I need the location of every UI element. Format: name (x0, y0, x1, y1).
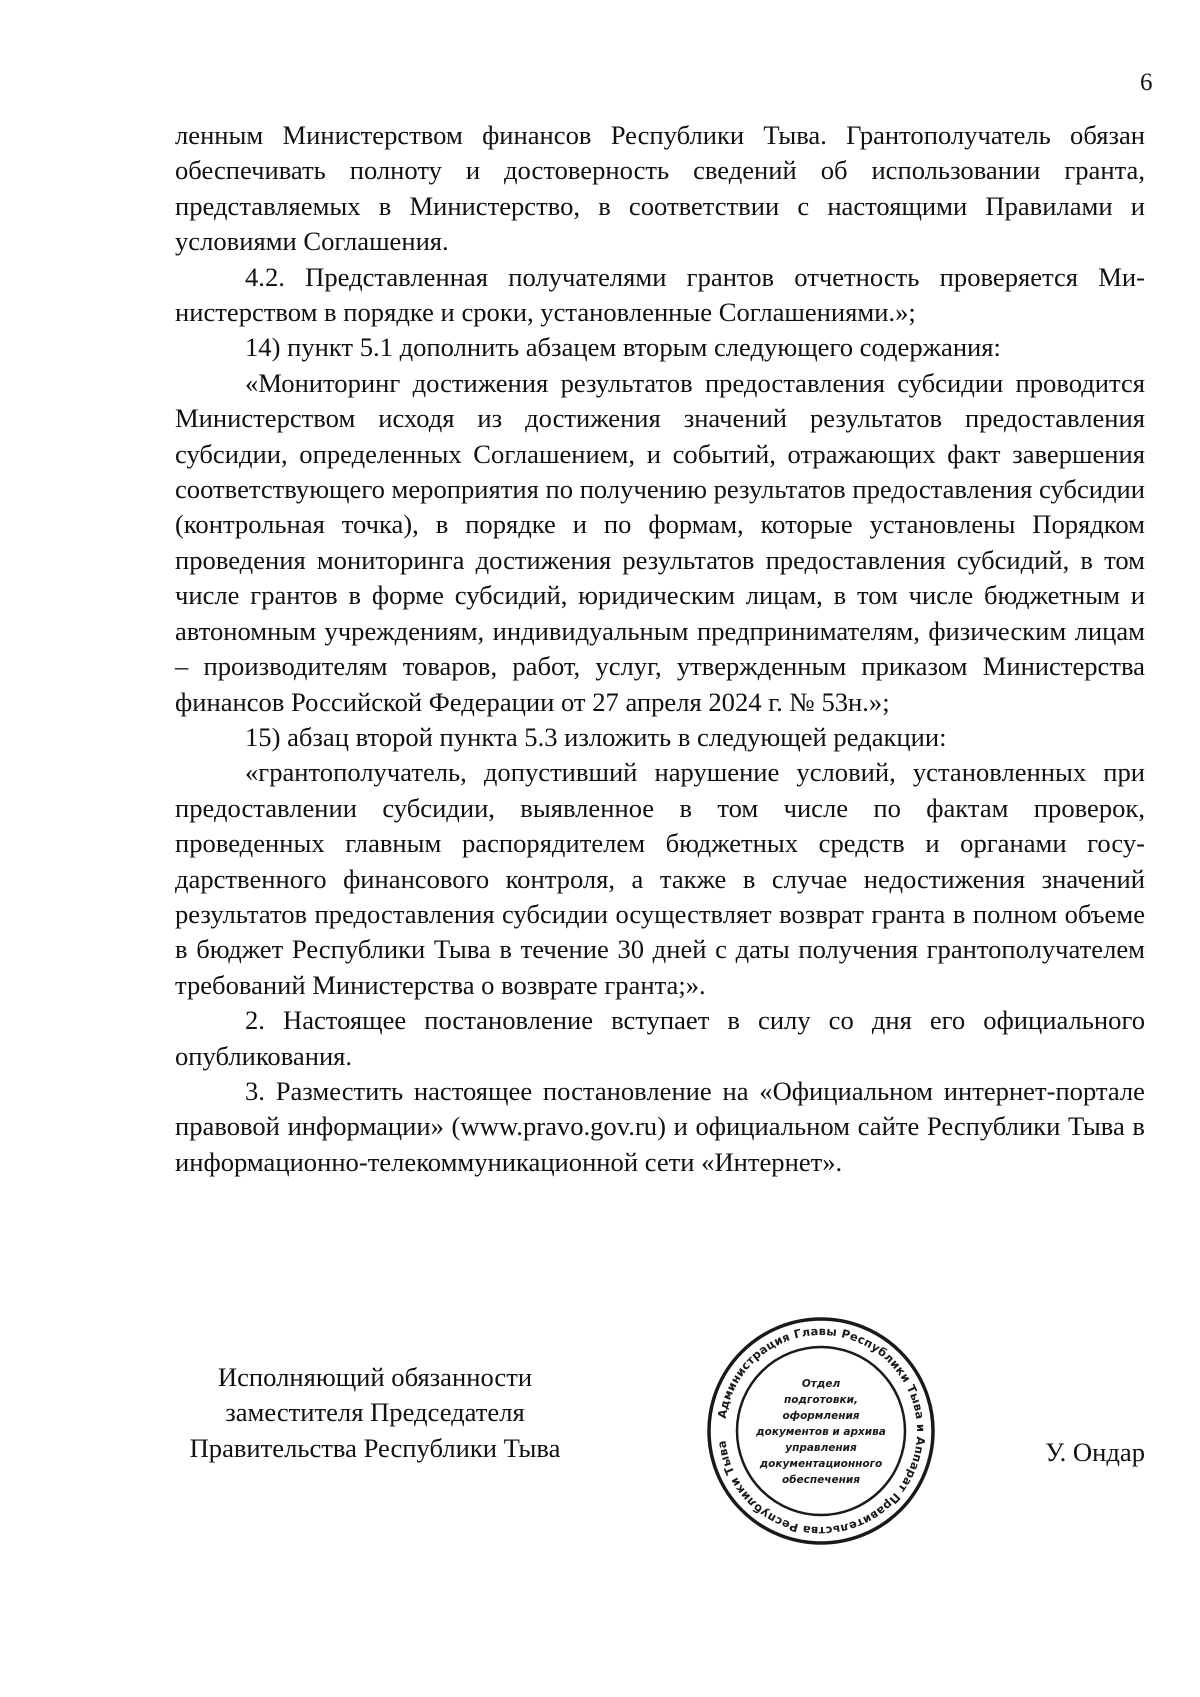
seal-center-line: документов и архива (756, 1426, 886, 1438)
paragraph: 14) пункт 5.1 дополнить абзацем вторым следующего содержания: (245, 332, 1001, 363)
paragraph: «грантополучатель, допустивший нарушение условий, установленных при предоставлении субсидии, выявленное в том числе по фактам проверок, проведенных главным распорядителем бюджетных средств и органами государственного финансового контроля, а также в случае недостижения значений результатов предоставления субсидии осуществляет возврат гранта в полном объеме в бюджет Республики Тыва в течение 30 дней с даты получения грантополучателем требований Министерства о возврате гранта;». (175, 757, 1145, 1000)
paragraph: 3. Разместить настоящее постановление на «Официальном интернет-портале правовой информации» (www.pravo.gov.ru) и официальном сайте Республики Тыва в информационно-телекоммуникационной сети «Интернет». (175, 1075, 1145, 1177)
seal-center-line: подготовки, (783, 1394, 859, 1406)
seal-center-line: управления (785, 1442, 857, 1454)
paragraph: ленным Министерством финансов Республики Тыва. Грантополучатель обязан обеспечивать полноту и достоверность сведений об использовании гранта, представляемых в Министерство, в соответствии с настоящими Правилами и условиями Соглашения. (175, 120, 1145, 257)
signatory-position-line: Правительства Республики Тыва (189, 1432, 561, 1463)
paragraph: 4.2. Представленная получателями грантов отчетность проверяется Министерством в порядке и сроки, установленные Соглашениями.»; (175, 261, 1145, 328)
seal-ring-text: Администрация Главы Республики Тыва и Аппарат Правительства Республики Тыва (714, 1323, 929, 1539)
seal-center-line: оформления (782, 1410, 860, 1422)
signatory-position-line: заместителя Председателя (225, 1397, 525, 1428)
document-body (175, 118, 1145, 1180)
seal-center-line: обеспечения (782, 1474, 860, 1486)
page-number: 6 (1140, 69, 1153, 96)
signatory-position-line: Исполняющий обязанности (217, 1362, 533, 1392)
paragraph: «Мониторинг достижения результатов предоставления субсидии проводится Министерством исходя из достижения значений результатов предоставления субсидии, определенных Соглашением, и событий, отражающих факт завершения соответствующего мероприятия по получению результатов предоставления субсидии (контрольная точка), в порядке и по формам, которые установлены Порядком проведения мониторинга достижения результатов предоставления субсидий, в том числе грантов в форме субсидий, юридическим лицам, в том числе бюджетным и автономным учреждениям, индивидуальным предпринимателям, физическим лицам – производителям товаров, работ, услуг, утвержденным приказом Министерства финансов Российской Федерации от 27 апреля 2024 г. № 53н.»; (175, 367, 1145, 717)
paragraph: 2. Настоящее постановление вступает в силу со дня его официального опубликования. (175, 1005, 1145, 1071)
signatory-name: У. Ондар (1045, 1437, 1145, 1467)
seal-center-line: Отдел (801, 1378, 841, 1390)
paragraph: 15) абзац второй пункта 5.3 изложить в следующей редакции: (245, 721, 947, 752)
signatory-position (175, 1360, 575, 1466)
seal-center-line: документационного (759, 1458, 883, 1470)
signature-block (175, 1323, 1145, 1600)
official-seal (705, 1315, 937, 1547)
